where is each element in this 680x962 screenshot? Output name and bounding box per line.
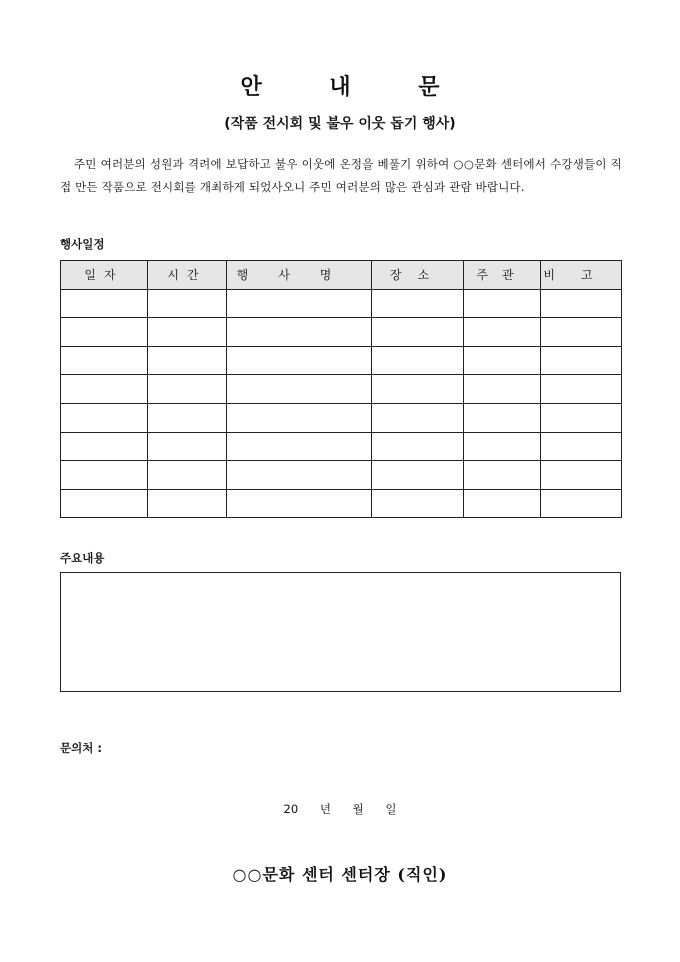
table-cell [464, 289, 541, 318]
table-cell [464, 375, 541, 404]
table-cell [148, 318, 227, 347]
table-cell [464, 489, 541, 518]
table-cell [227, 403, 372, 432]
table-row [61, 318, 622, 347]
document-subtitle: (작품 전시회 및 불우 이웃 돕기 행사) [224, 116, 456, 132]
table-cell [61, 318, 148, 347]
table-cell [148, 375, 227, 404]
table-cell [372, 375, 464, 404]
table-cell [541, 318, 622, 347]
col-header-date: 일자 [61, 261, 148, 290]
table-row [61, 461, 622, 490]
table-row [61, 489, 622, 518]
table-cell [541, 403, 622, 432]
col-header-place: 장소 [372, 261, 464, 290]
table-cell [148, 489, 227, 518]
col-header-event-name: 행사명 [227, 261, 372, 290]
main-content-box [60, 572, 621, 692]
table-cell [227, 346, 372, 375]
table-cell [464, 432, 541, 461]
table-cell [541, 432, 622, 461]
col-header-remarks: 비고 [541, 261, 622, 290]
table-cell [227, 318, 372, 347]
col-header-time: 시간 [148, 261, 227, 290]
table-cell [541, 289, 622, 318]
table-cell [464, 318, 541, 347]
date-line: 20 년 월 일 [283, 802, 397, 816]
table-cell [148, 289, 227, 318]
col-header-host: 주관 [464, 261, 541, 290]
table-cell [61, 461, 148, 490]
document-title: 안 내 문 [240, 74, 470, 100]
table-cell [227, 375, 372, 404]
table-cell [148, 432, 227, 461]
schedule-label: 행사일정 [60, 237, 105, 251]
table-cell [541, 489, 622, 518]
table-cell [372, 318, 464, 347]
table-row [61, 375, 622, 404]
table-cell [148, 461, 227, 490]
table-cell [61, 432, 148, 461]
signer-line: ○○문화 센터 센터장 (직인) [232, 865, 448, 884]
table-row [61, 432, 622, 461]
table-cell [372, 403, 464, 432]
table-cell [372, 461, 464, 490]
table-cell [372, 489, 464, 518]
contact-label: 문의처 : [60, 741, 102, 755]
table-cell [541, 375, 622, 404]
schedule-header-row [61, 261, 622, 290]
table-cell [61, 346, 148, 375]
table-cell [372, 346, 464, 375]
schedule-table [60, 260, 622, 518]
table-cell [464, 403, 541, 432]
table-cell [61, 489, 148, 518]
table-cell [227, 461, 372, 490]
main-content-label: 주요내용 [60, 551, 105, 565]
intro-paragraph: 주민 여러분의 성원과 격려에 보답하고 불우 이웃에 온정을 베풀기 위하여 ○○문화 센터에서 수강생들이 직접 만든 작품으로 전시회를 개최하게 되었사오니 주민 여러분의 많은 관심과 관람 바랍니다. [60, 157, 622, 194]
table-row [61, 346, 622, 375]
table-cell [227, 489, 372, 518]
table-row [61, 403, 622, 432]
table-row [61, 289, 622, 318]
table-cell [61, 375, 148, 404]
table-cell [372, 289, 464, 318]
table-cell [148, 346, 227, 375]
table-cell [61, 403, 148, 432]
table-cell [541, 461, 622, 490]
table-cell [464, 461, 541, 490]
table-cell [464, 346, 541, 375]
table-cell [372, 432, 464, 461]
table-cell [148, 403, 227, 432]
table-cell [541, 346, 622, 375]
table-cell [227, 289, 372, 318]
table-cell [227, 432, 372, 461]
table-cell [61, 289, 148, 318]
